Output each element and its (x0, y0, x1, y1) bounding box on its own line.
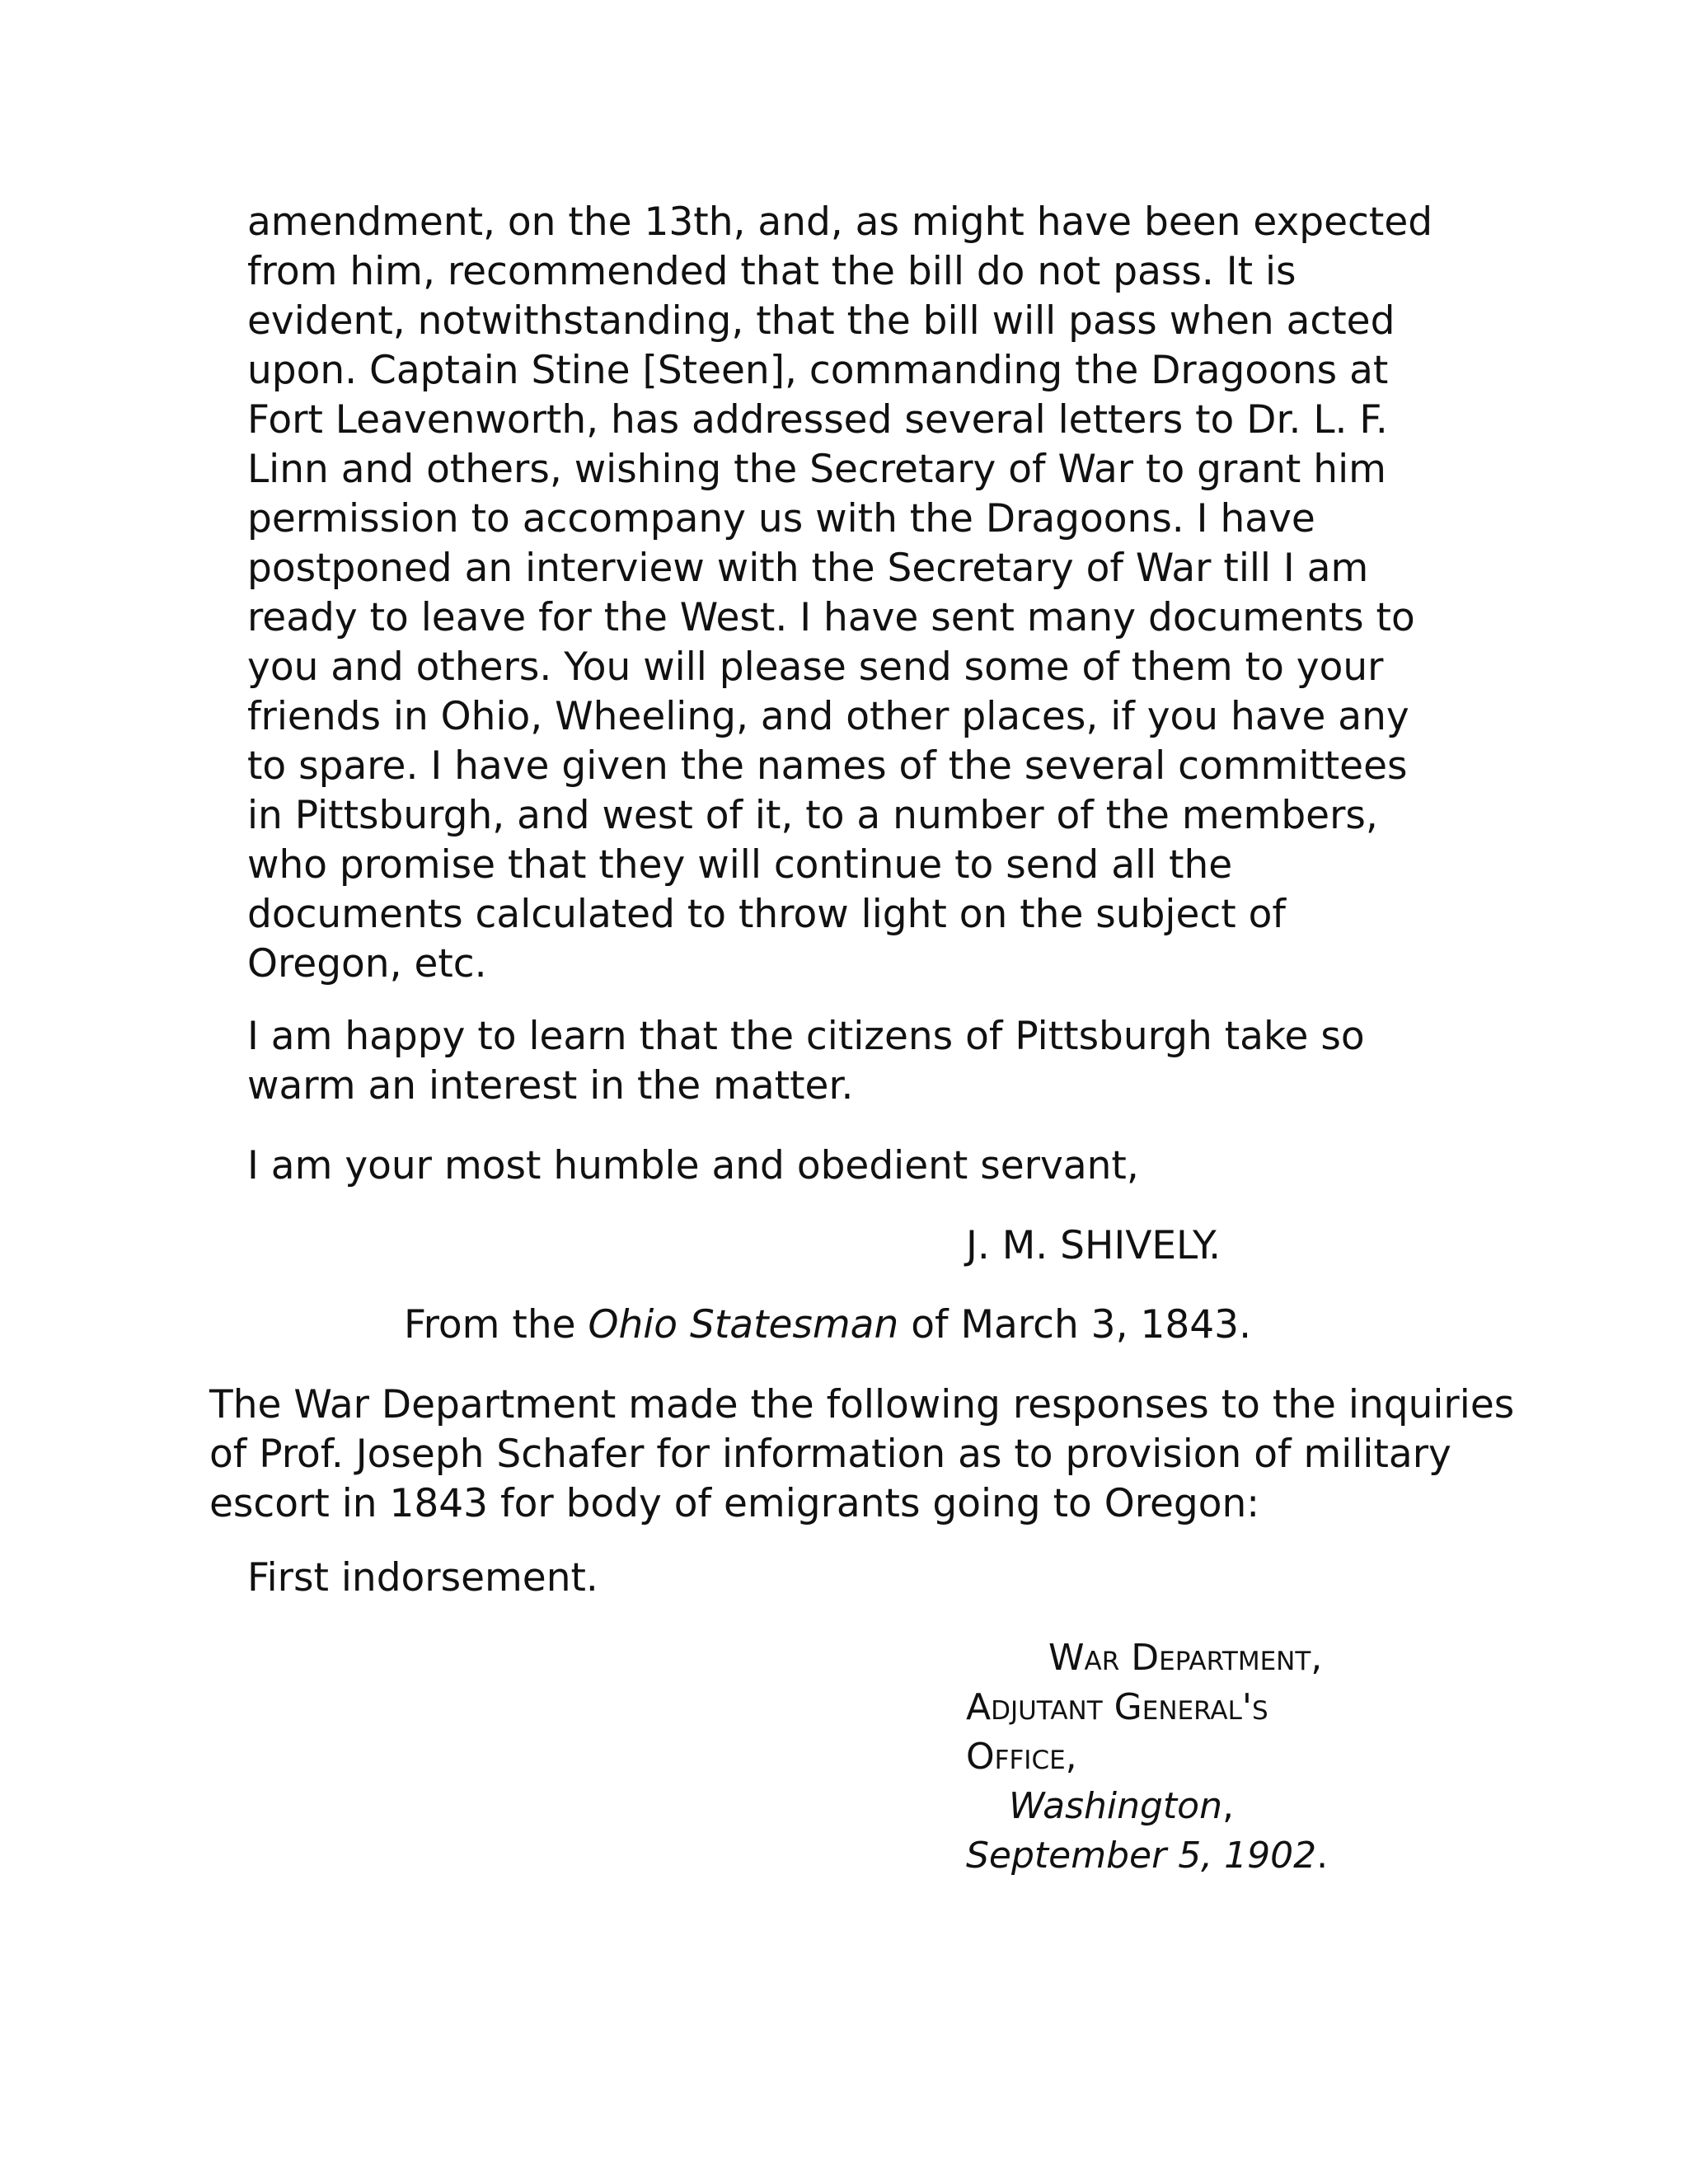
department-line: War Department, (1048, 1637, 1323, 1679)
text-line: postponed an interview with the Secretary of War till I am (247, 546, 1369, 591)
text-line: upon. Captain Stine [Steen], commanding the Dragoons at (247, 348, 1389, 393)
text-line: Oregon, etc. (247, 941, 487, 987)
date-text: September 5, 1902 (966, 1835, 1317, 1877)
text-line: amendment, on the 13th, and, as might have been expected (247, 199, 1433, 245)
text-line: Fort Leavenworth, has addressed several letters to Dr. L. F. (247, 397, 1388, 443)
text-line: I am happy to learn that the citizens of Pittsburgh take so (247, 1014, 1365, 1059)
office-address-block (966, 1633, 1543, 1881)
text-line: to spare. I have given the names of the several committees (247, 743, 1408, 789)
text-line: of Prof. Joseph Schafer for information as to provision of military (209, 1432, 1451, 1477)
text-line: documents calculated to throw light on the subject of (247, 892, 1286, 937)
text-line: permission to accompany us with the Dragoons. I have (247, 496, 1315, 541)
closing-text: I am your most humble and obedient servant, (247, 1143, 1139, 1188)
text-line: ready to leave for the West. I have sent many documents to (247, 595, 1415, 640)
text-line: The War Department made the following responses to the inquiries (209, 1382, 1515, 1427)
citation-prefix: From the (404, 1302, 588, 1347)
signature-text: J. M. SHIVELY. (966, 1223, 1221, 1268)
text-line: who promise that they will continue to send all the (247, 842, 1233, 888)
letter-signature (966, 1221, 1543, 1271)
indorsement-text: First indorsement. (247, 1555, 598, 1601)
text-line: Linn and others, wishing the Secretary of War to grant him (247, 447, 1386, 492)
editorial-paragraph (209, 1380, 1528, 1529)
source-citation (404, 1301, 1393, 1350)
text-line: you and others. You will please send some of them to your (247, 644, 1384, 690)
office-line-2: Office, (966, 1736, 1077, 1778)
text-line: in Pittsburgh, and west of it, to a number of the members, (247, 793, 1378, 838)
letter-closing (247, 1141, 1442, 1191)
date-line (966, 1831, 1543, 1881)
publication-title: Ohio Statesman (588, 1302, 899, 1347)
letter-paragraph-pittsburgh (247, 1012, 1442, 1111)
city-name: Washington (1009, 1785, 1222, 1827)
text-line: friends in Ohio, Wheeling, and other places, if you have any (247, 694, 1409, 739)
date-punctuation: . (1316, 1835, 1329, 1877)
city-line (966, 1782, 1543, 1831)
text-line: evident, notwithstanding, that the bill will pass when acted (247, 298, 1395, 344)
text-line: from him, recommended that the bill do not pass. It is (247, 249, 1296, 294)
text-line: escort in 1843 for body of emigrants going to Oregon: (209, 1481, 1260, 1526)
office-line-1: Adjutant General's (966, 1686, 1268, 1728)
citation-suffix: of March 3, 1843. (898, 1302, 1252, 1347)
city-punctuation: , (1221, 1785, 1234, 1827)
citation-line (404, 1301, 1393, 1350)
letter-paragraph-main (247, 198, 1442, 989)
indorsement-heading (247, 1554, 1236, 1603)
text-line: warm an interest in the matter. (247, 1063, 854, 1108)
